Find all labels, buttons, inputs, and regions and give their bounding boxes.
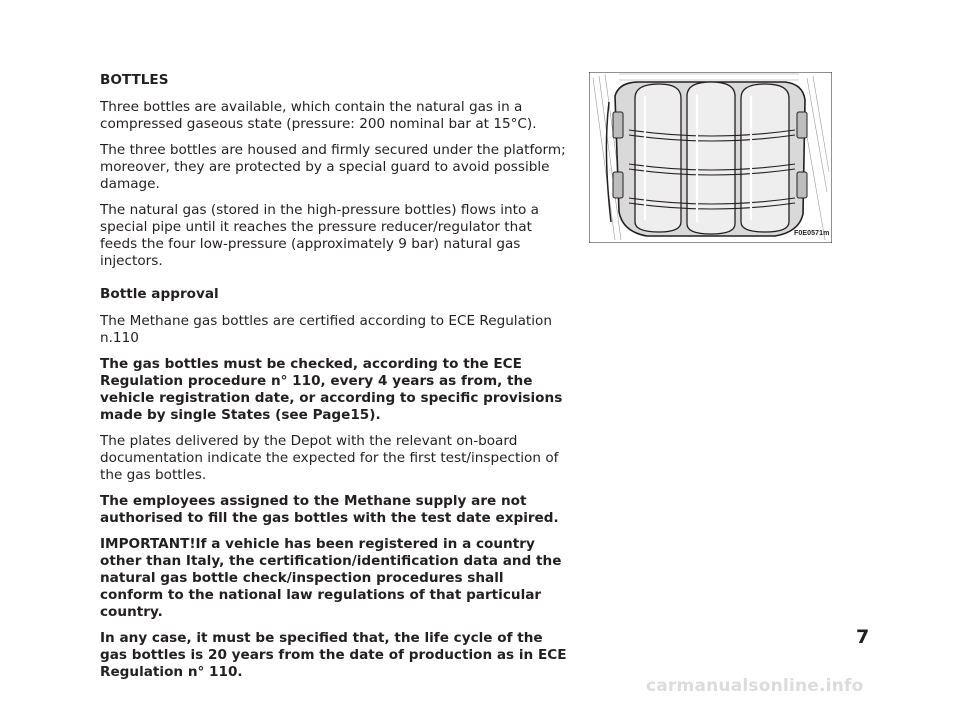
subsection-title: Bottle approval	[100, 286, 219, 302]
paragraph: The natural gas (stored in the high-pressure bottles) flows into a special pipe until it reaches the pressure reducer/regulator that feeds the four low-pressure (approximately 9 bar) natural gas injectors.	[100, 202, 539, 269]
check-notice: The gas bottles must be checked, according to the ECE Regulation procedure n° 110, every 4 years as from, the vehicle registration date, or according to specific provisions made by single States (see Page15).	[100, 356, 563, 423]
watermark: carmanualsonline.info	[646, 676, 864, 696]
gas-bottles-icon	[589, 72, 832, 243]
important-notice: IMPORTANT!If a vehicle has been registered in a country other than Italy, the certification/identification data and the natural gas bottle check/inspection procedures shall conform to the national law regulations of that particular country.	[100, 536, 562, 620]
section-title: BOTTLES	[100, 72, 169, 88]
paragraph: Three bottles are available, which contain the natural gas in a compressed gaseous state (pressure: 200 nominal bar at 15°C).	[100, 99, 537, 132]
text-column	[100, 72, 570, 690]
paragraph: The plates delivered by the Depot with the relevant on-board documentation indicate the expected for the first test/inspection of the gas bottles.	[100, 433, 559, 483]
figure-code: F0E0571m	[794, 230, 830, 237]
lifecycle-notice: In any case, it must be specified that, the life cycle of the gas bottles is 20 years from the date of production as in ECE Regulation n° 110.	[100, 630, 567, 680]
gas-bottles-illustration	[589, 72, 832, 243]
page-number: 7	[856, 626, 870, 648]
employees-notice: The employees assigned to the Methane supply are not authorised to fill the gas bottles with the test date expired.	[100, 493, 559, 526]
paragraph: The Methane gas bottles are certified according to ECE Regulation n.110	[100, 313, 552, 346]
paragraph: The three bottles are housed and firmly secured under the platform; moreover, they are protected by a special guard to avoid possible damage.	[100, 142, 566, 192]
